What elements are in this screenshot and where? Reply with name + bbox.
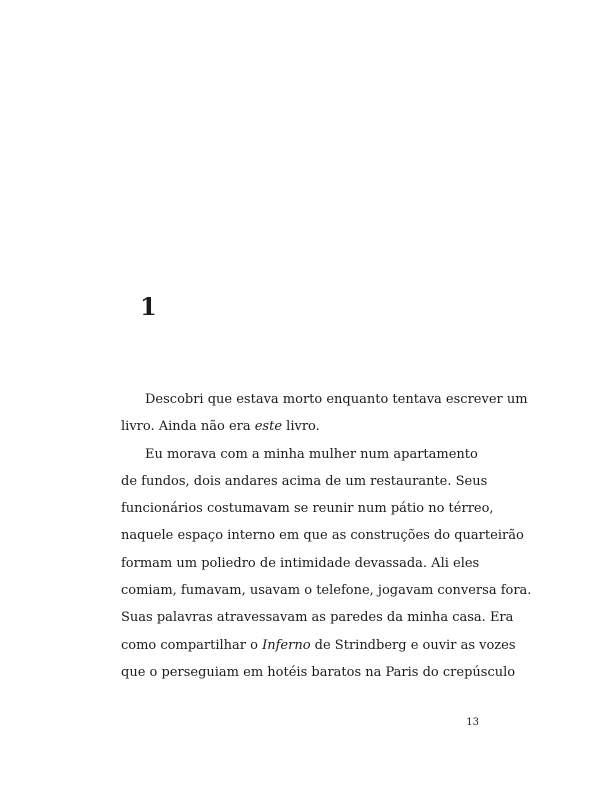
text-line: que o perseguiam em hotéis baratos na Paris do crepúsculo bbox=[121, 664, 516, 680]
page-number: 13 bbox=[466, 717, 479, 728]
text-line: Descobri que estava morto enquanto tentava escrever um bbox=[145, 392, 528, 407]
text-line: formam um poliedro de intimidade devassada. Ali eles bbox=[121, 555, 480, 571]
text-line: Suas palavras atravessavam as paredes da minha casa. Era bbox=[121, 610, 514, 626]
text-line: comiam, fumavam, usavam o telefone, jogavam conversa fora. bbox=[121, 583, 532, 599]
chapter-number: 1 bbox=[140, 292, 157, 321]
text-line: livro. Ainda não era este livro. bbox=[121, 419, 320, 435]
body-text bbox=[121, 386, 532, 686]
paragraph bbox=[121, 441, 532, 687]
emphasis: Inferno bbox=[262, 637, 311, 653]
paragraph bbox=[121, 386, 528, 441]
emphasis: este bbox=[254, 419, 283, 435]
text-line: Eu morava com a minha mulher num apartamento bbox=[145, 446, 478, 462]
text-line: naquele espaço interno em que as construções do quarteirão bbox=[121, 528, 524, 544]
text-line: de fundos, dois andares acima de um restaurante. Seus bbox=[121, 473, 488, 489]
text-line: como compartilhar o Inferno de Strindberg e ouvir as vozes bbox=[121, 637, 516, 653]
text-line: funcionários costumavam se reunir num pátio no térreo, bbox=[121, 501, 494, 517]
